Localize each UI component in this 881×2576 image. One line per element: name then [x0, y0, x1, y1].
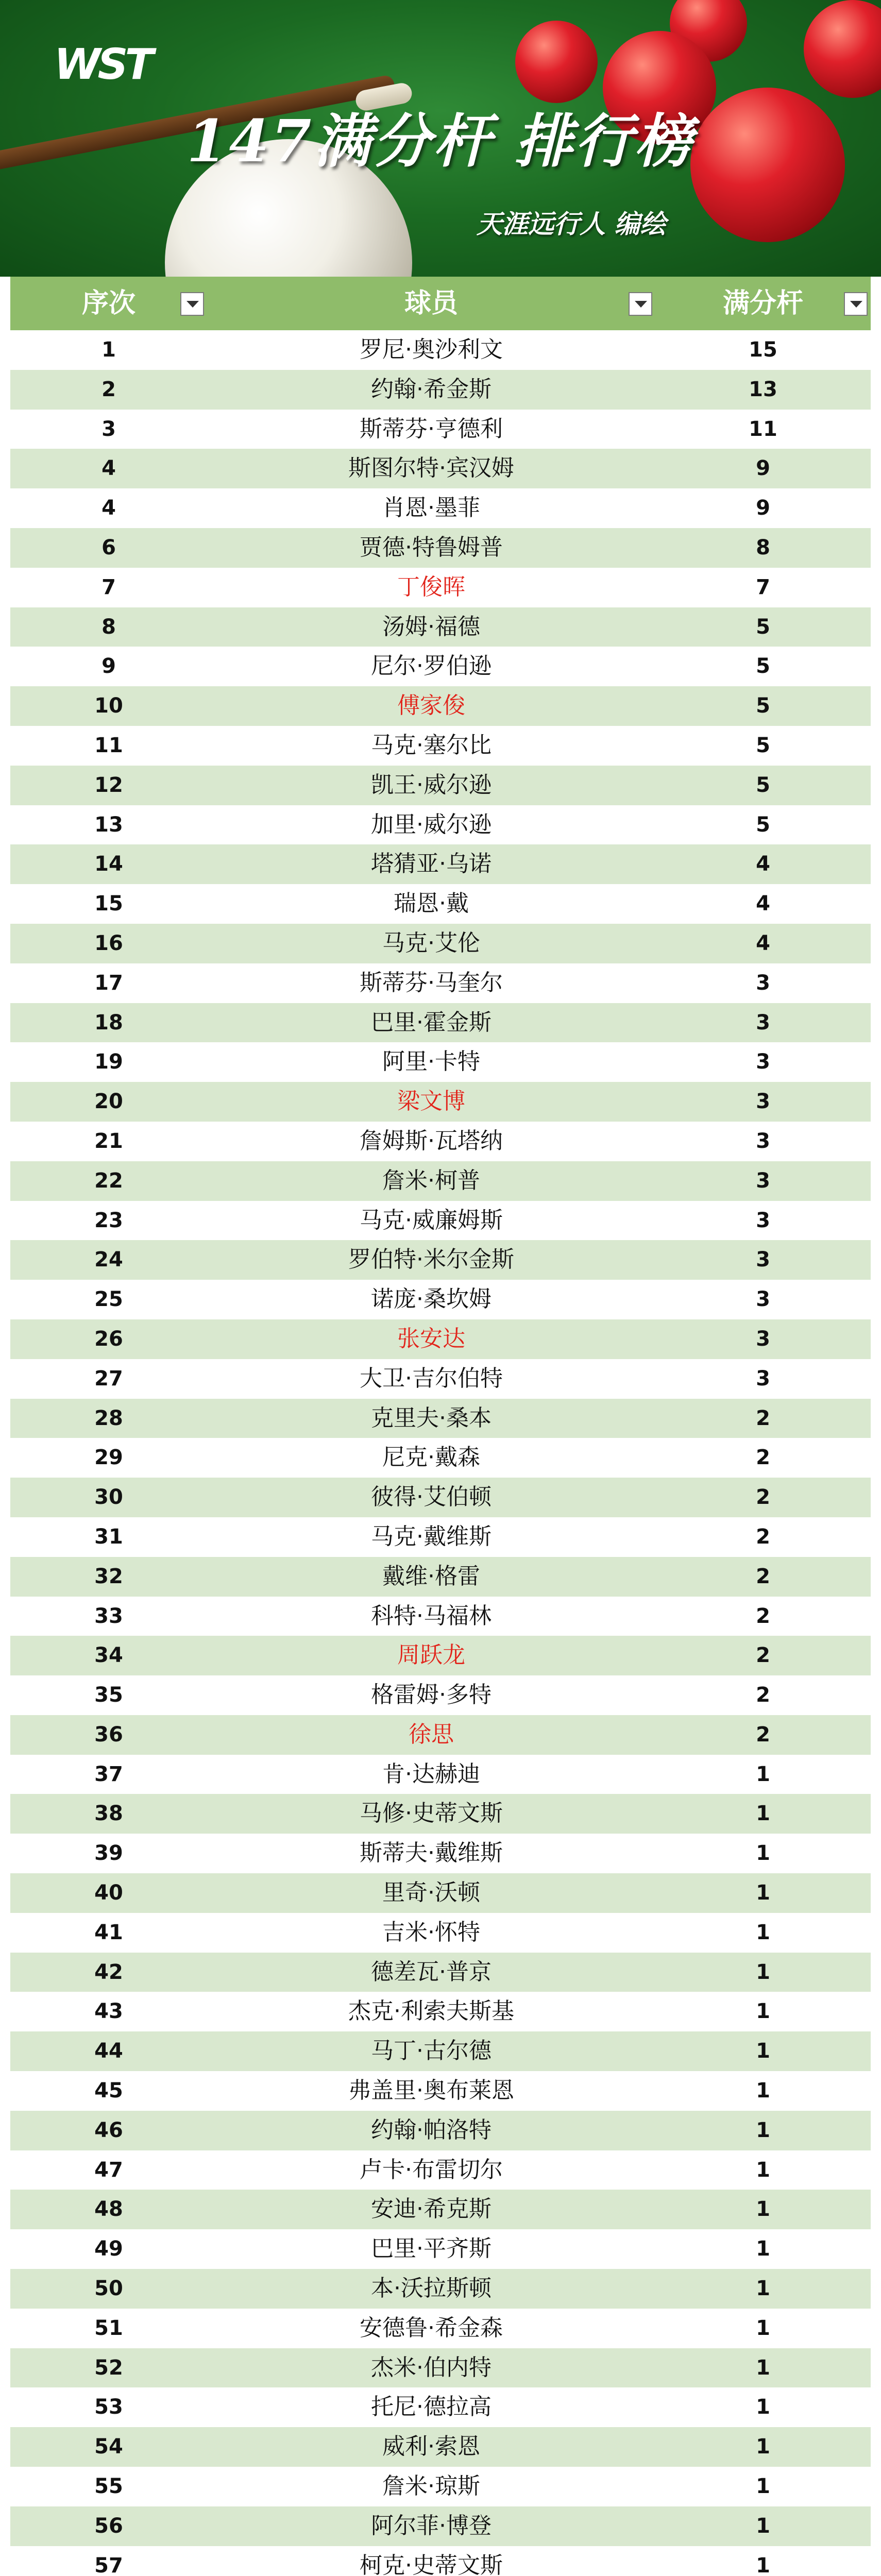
red-ball-image — [804, 0, 881, 98]
rank-cell: 26 — [94, 1327, 123, 1351]
count-cell: 4 — [756, 892, 770, 916]
rank-cell: 34 — [94, 1643, 123, 1668]
rank-cell: 14 — [94, 852, 123, 876]
table-row — [10, 1913, 871, 1953]
player-cell: 科特·马福林 — [371, 1602, 492, 1629]
count-cell: 5 — [756, 812, 770, 837]
player-cell: 罗伯特·米尔金斯 — [348, 1246, 514, 1273]
table-row — [10, 1399, 871, 1438]
player-cell: 柯克·史蒂文斯 — [360, 2552, 503, 2576]
table-row — [10, 1636, 871, 1675]
count-cell: 1 — [756, 2237, 770, 2261]
table-row — [10, 1478, 871, 1517]
player-cell: 梁文博 — [397, 1088, 465, 1115]
header-player: 球员 — [404, 288, 458, 319]
table-row — [10, 1834, 871, 1873]
rank-cell: 8 — [101, 615, 116, 639]
table-row — [10, 1675, 871, 1715]
rank-cell: 13 — [94, 812, 123, 837]
table-row — [10, 1359, 871, 1399]
player-cell: 詹米·柯普 — [382, 1167, 480, 1194]
count-cell: 1 — [756, 2435, 770, 2459]
count-cell: 5 — [756, 615, 770, 639]
table-row — [10, 1755, 871, 1794]
count-cell: 5 — [756, 773, 770, 797]
player-cell: 杰米·伯内特 — [371, 2354, 492, 2381]
rank-cell: 9 — [101, 654, 116, 679]
count-cell: 1 — [756, 1999, 770, 2024]
count-cell: 2 — [756, 1485, 770, 1510]
player-cell: 约翰·希金斯 — [371, 376, 492, 402]
rank-cell: 12 — [94, 773, 123, 797]
rank-cell: 37 — [94, 1762, 123, 1786]
count-cell: 2 — [756, 1604, 770, 1628]
count-cell: 2 — [756, 1643, 770, 1668]
rank-cell: 53 — [94, 2395, 123, 2419]
player-cell: 肯·达赫迪 — [382, 1760, 480, 1787]
player-cell: 安德鲁·希金森 — [360, 2314, 503, 2341]
player-cell: 诺庞·桑坎姆 — [371, 1286, 492, 1313]
count-cell: 3 — [756, 1090, 770, 1114]
table-row — [10, 2467, 871, 2506]
table-row — [10, 1715, 871, 1755]
count-cell: 9 — [756, 456, 770, 481]
table-row — [10, 528, 871, 568]
banner-title: 147满分杆 排行榜 — [187, 108, 694, 175]
rank-cell: 45 — [94, 2079, 123, 2103]
table-row — [10, 1280, 871, 1319]
count-cell: 2 — [756, 1564, 770, 1588]
player-cell: 塔猜亚·乌诺 — [371, 851, 492, 877]
count-cell: 5 — [756, 654, 770, 679]
table-row — [10, 766, 871, 805]
player-filter-dropdown-icon[interactable] — [629, 292, 652, 316]
player-cell: 里奇·沃顿 — [382, 1879, 480, 1906]
player-cell: 詹米·琼斯 — [382, 2473, 480, 2500]
table-row — [10, 2071, 871, 2111]
player-cell: 斯蒂芬·马奎尔 — [360, 969, 503, 996]
header-count: 满分杆 — [722, 288, 803, 319]
rank-cell: 47 — [94, 2158, 123, 2182]
count-cell: 1 — [756, 1762, 770, 1786]
count-cell: 15 — [749, 338, 777, 362]
table-row — [10, 488, 871, 528]
rank-cell: 35 — [94, 1683, 123, 1707]
table-row — [10, 449, 871, 488]
rank-cell: 17 — [94, 971, 123, 995]
table-row — [10, 2150, 871, 2190]
player-cell: 罗尼·奥沙利文 — [360, 336, 503, 363]
player-cell: 本·沃拉斯顿 — [371, 2275, 492, 2302]
rank-cell: 25 — [94, 1287, 123, 1312]
table-row — [10, 410, 871, 449]
count-cell: 1 — [756, 1960, 770, 1984]
table-row — [10, 1992, 871, 2031]
count-cell: 1 — [756, 1802, 770, 1826]
player-cell: 斯蒂芬·亨德利 — [360, 415, 503, 442]
player-cell: 尼尔·罗伯逊 — [371, 653, 492, 680]
table-row — [10, 2427, 871, 2467]
count-cell: 5 — [756, 733, 770, 757]
player-cell: 凯王·威尔逊 — [371, 771, 492, 798]
count-cell: 3 — [756, 1168, 770, 1193]
table-row — [10, 1794, 871, 1834]
count-cell: 7 — [756, 575, 770, 599]
player-cell: 斯图尔特·宾汉姆 — [348, 455, 514, 482]
rank-cell: 33 — [94, 1604, 123, 1628]
rank-cell: 22 — [94, 1168, 123, 1193]
player-cell: 詹姆斯·瓦塔纳 — [360, 1127, 503, 1154]
rank-cell: 7 — [101, 575, 116, 599]
rank-cell: 3 — [101, 417, 116, 441]
rank-cell: 57 — [94, 2553, 123, 2576]
rank-filter-dropdown-icon[interactable] — [180, 292, 204, 316]
count-cell: 1 — [756, 2158, 770, 2182]
rank-cell: 2 — [101, 377, 116, 401]
rank-cell: 11 — [94, 733, 123, 757]
rank-cell: 46 — [94, 2118, 123, 2142]
player-cell: 德差瓦·普京 — [371, 1958, 492, 1985]
table-header — [10, 277, 871, 330]
player-cell: 张安达 — [397, 1325, 465, 1352]
banner-credit: 天涯远行人 编绘 — [477, 209, 666, 239]
rank-cell: 44 — [94, 2039, 123, 2063]
player-cell: 阿里·卡特 — [382, 1048, 480, 1075]
table-row — [10, 963, 871, 1003]
table-row — [10, 844, 871, 884]
player-cell: 瑞恩·戴 — [394, 890, 469, 917]
player-cell: 傅家俊 — [397, 692, 465, 719]
table-row — [10, 2190, 871, 2229]
count-cell: 3 — [756, 1010, 770, 1035]
table-row — [10, 2269, 871, 2309]
rank-cell: 38 — [94, 1802, 123, 1826]
table-row — [10, 2506, 871, 2546]
player-cell: 巴里·平齐斯 — [371, 2235, 492, 2262]
table-row — [10, 607, 871, 647]
count-cell: 2 — [756, 1446, 770, 1470]
count-cell: 1 — [756, 1920, 770, 1944]
rank-cell: 28 — [94, 1406, 123, 1430]
table-row — [10, 1122, 871, 1161]
count-cell: 3 — [756, 1129, 770, 1153]
player-cell: 阿尔菲·博登 — [371, 2512, 492, 2539]
count-cell: 3 — [756, 1208, 770, 1232]
count-cell: 4 — [756, 852, 770, 876]
table-row — [10, 2387, 871, 2427]
rank-cell: 20 — [94, 1090, 123, 1114]
rank-cell: 24 — [94, 1248, 123, 1272]
table-row — [10, 1201, 871, 1241]
count-cell: 5 — [756, 694, 770, 718]
count-cell: 1 — [756, 2553, 770, 2576]
rank-cell: 18 — [94, 1010, 123, 1035]
player-cell: 卢卡·布雷切尔 — [360, 2156, 503, 2183]
player-cell: 周跃龙 — [397, 1642, 465, 1669]
rank-cell: 29 — [94, 1446, 123, 1470]
table-row — [10, 1557, 871, 1597]
player-cell: 尼克·戴森 — [382, 1444, 480, 1471]
player-cell: 贾德·特鲁姆普 — [360, 534, 503, 561]
table-row — [10, 884, 871, 924]
rank-cell: 32 — [94, 1564, 123, 1588]
rank-cell: 41 — [94, 1920, 123, 1944]
player-cell: 弗盖里·奥布莱恩 — [348, 2077, 514, 2104]
banner — [0, 0, 881, 277]
table-row — [10, 1597, 871, 1636]
table-row — [10, 1042, 871, 1082]
count-cell: 1 — [756, 2355, 770, 2380]
rank-cell: 39 — [94, 1841, 123, 1866]
count-cell: 1 — [756, 1881, 770, 1905]
rank-cell: 30 — [94, 1485, 123, 1510]
table-row — [10, 1161, 871, 1201]
rank-cell: 15 — [94, 892, 123, 916]
rank-cell: 55 — [94, 2475, 123, 2499]
player-cell: 徐思 — [409, 1721, 454, 1748]
table-row — [10, 1873, 871, 1913]
table-row — [10, 568, 871, 607]
red-ball-image — [515, 21, 598, 103]
count-cell: 1 — [756, 2197, 770, 2222]
rank-cell: 31 — [94, 1524, 123, 1549]
header-rank: 序次 — [81, 288, 135, 319]
count-cell: 2 — [756, 1524, 770, 1549]
rank-cell: 49 — [94, 2237, 123, 2261]
rank-cell: 10 — [94, 694, 123, 718]
count-cell: 3 — [756, 1327, 770, 1351]
count-cell: 3 — [756, 1248, 770, 1272]
rank-cell: 54 — [94, 2435, 123, 2459]
count-cell: 3 — [756, 1366, 770, 1391]
table-row — [10, 686, 871, 726]
table-row — [10, 1438, 871, 1478]
player-cell: 马克·威廉姆斯 — [360, 1207, 503, 1233]
count-cell: 1 — [756, 2514, 770, 2538]
player-cell: 马克·塞尔比 — [371, 732, 492, 758]
table-row — [10, 1240, 871, 1280]
rank-cell: 16 — [94, 931, 123, 955]
rank-cell: 48 — [94, 2197, 123, 2222]
count-cell: 3 — [756, 971, 770, 995]
table-row — [10, 370, 871, 410]
player-cell: 加里·威尔逊 — [371, 811, 492, 838]
player-cell: 吉米·怀特 — [382, 1919, 480, 1945]
count-filter-dropdown-icon[interactable] — [844, 292, 868, 316]
table-row — [10, 924, 871, 963]
player-cell: 丁俊晖 — [397, 573, 465, 600]
count-cell: 4 — [756, 931, 770, 955]
rank-cell: 51 — [94, 2316, 123, 2340]
player-cell: 马修·史蒂文斯 — [360, 1800, 503, 1827]
count-cell: 3 — [756, 1050, 770, 1074]
count-cell: 1 — [756, 2118, 770, 2142]
rank-cell: 23 — [94, 1208, 123, 1232]
rank-cell: 36 — [94, 1722, 123, 1747]
table-row — [10, 1517, 871, 1557]
count-cell: 1 — [756, 1841, 770, 1866]
rank-cell: 50 — [94, 2277, 123, 2301]
table-row — [10, 1953, 871, 1992]
table-row — [10, 726, 871, 766]
table-row — [10, 2546, 871, 2576]
player-cell: 肖恩·墨菲 — [382, 495, 480, 521]
player-cell: 安迪·希克斯 — [371, 2196, 492, 2223]
player-cell: 威利·索恩 — [382, 2433, 480, 2460]
player-cell: 巴里·霍金斯 — [371, 1009, 492, 1036]
count-cell: 2 — [756, 1406, 770, 1430]
count-cell: 1 — [756, 2079, 770, 2103]
count-cell: 1 — [756, 2475, 770, 2499]
count-cell: 1 — [756, 2395, 770, 2419]
player-cell: 杰克·利索夫斯基 — [348, 1998, 514, 2025]
player-cell: 马丁·古尔德 — [371, 2038, 492, 2064]
count-cell: 3 — [756, 1287, 770, 1312]
player-cell: 格雷姆·多特 — [371, 1682, 492, 1708]
count-cell: 8 — [756, 535, 770, 560]
player-cell: 大卫·吉尔伯特 — [360, 1365, 503, 1392]
player-cell: 托尼·德拉高 — [371, 2394, 492, 2420]
rank-cell: 4 — [101, 456, 116, 481]
count-cell: 11 — [749, 417, 777, 441]
count-cell: 1 — [756, 2277, 770, 2301]
count-cell: 1 — [756, 2039, 770, 2063]
rank-cell: 4 — [101, 496, 116, 520]
rank-cell: 43 — [94, 1999, 123, 2024]
table-row — [10, 2111, 871, 2150]
player-cell: 马克·戴维斯 — [371, 1523, 492, 1550]
table-row — [10, 1003, 871, 1043]
player-cell: 斯蒂夫·戴维斯 — [360, 1840, 503, 1867]
table-row — [10, 2348, 871, 2388]
table-row — [10, 647, 871, 686]
table-row — [10, 330, 871, 370]
rank-cell: 40 — [94, 1881, 123, 1905]
table-row — [10, 1319, 871, 1359]
table-row — [10, 2309, 871, 2348]
player-cell: 戴维·格雷 — [382, 1563, 480, 1589]
table-row — [10, 1082, 871, 1122]
rank-cell: 27 — [94, 1366, 123, 1391]
rank-cell: 52 — [94, 2355, 123, 2380]
rank-cell: 6 — [101, 535, 116, 560]
count-cell: 2 — [756, 1683, 770, 1707]
table-row — [10, 805, 871, 845]
count-cell: 2 — [756, 1722, 770, 1747]
rank-cell: 42 — [94, 1960, 123, 1984]
count-cell: 1 — [756, 2316, 770, 2340]
table-row — [10, 2229, 871, 2269]
rank-cell: 21 — [94, 1129, 123, 1153]
player-cell: 马克·艾伦 — [382, 929, 480, 956]
player-cell: 约翰·帕洛特 — [371, 2116, 492, 2143]
player-cell: 汤姆·福德 — [382, 613, 480, 640]
wst-logo: WST — [54, 40, 151, 89]
table-row — [10, 2031, 871, 2071]
table-body — [10, 330, 871, 2576]
player-cell: 彼得·艾伯顿 — [371, 1484, 492, 1511]
player-cell: 克里夫·桑本 — [371, 1404, 492, 1431]
ranking-table — [10, 277, 871, 2576]
count-cell: 9 — [756, 496, 770, 520]
count-cell: 13 — [749, 377, 777, 401]
rank-cell: 19 — [94, 1050, 123, 1074]
rank-cell: 1 — [101, 338, 116, 362]
rank-cell: 56 — [94, 2514, 123, 2538]
